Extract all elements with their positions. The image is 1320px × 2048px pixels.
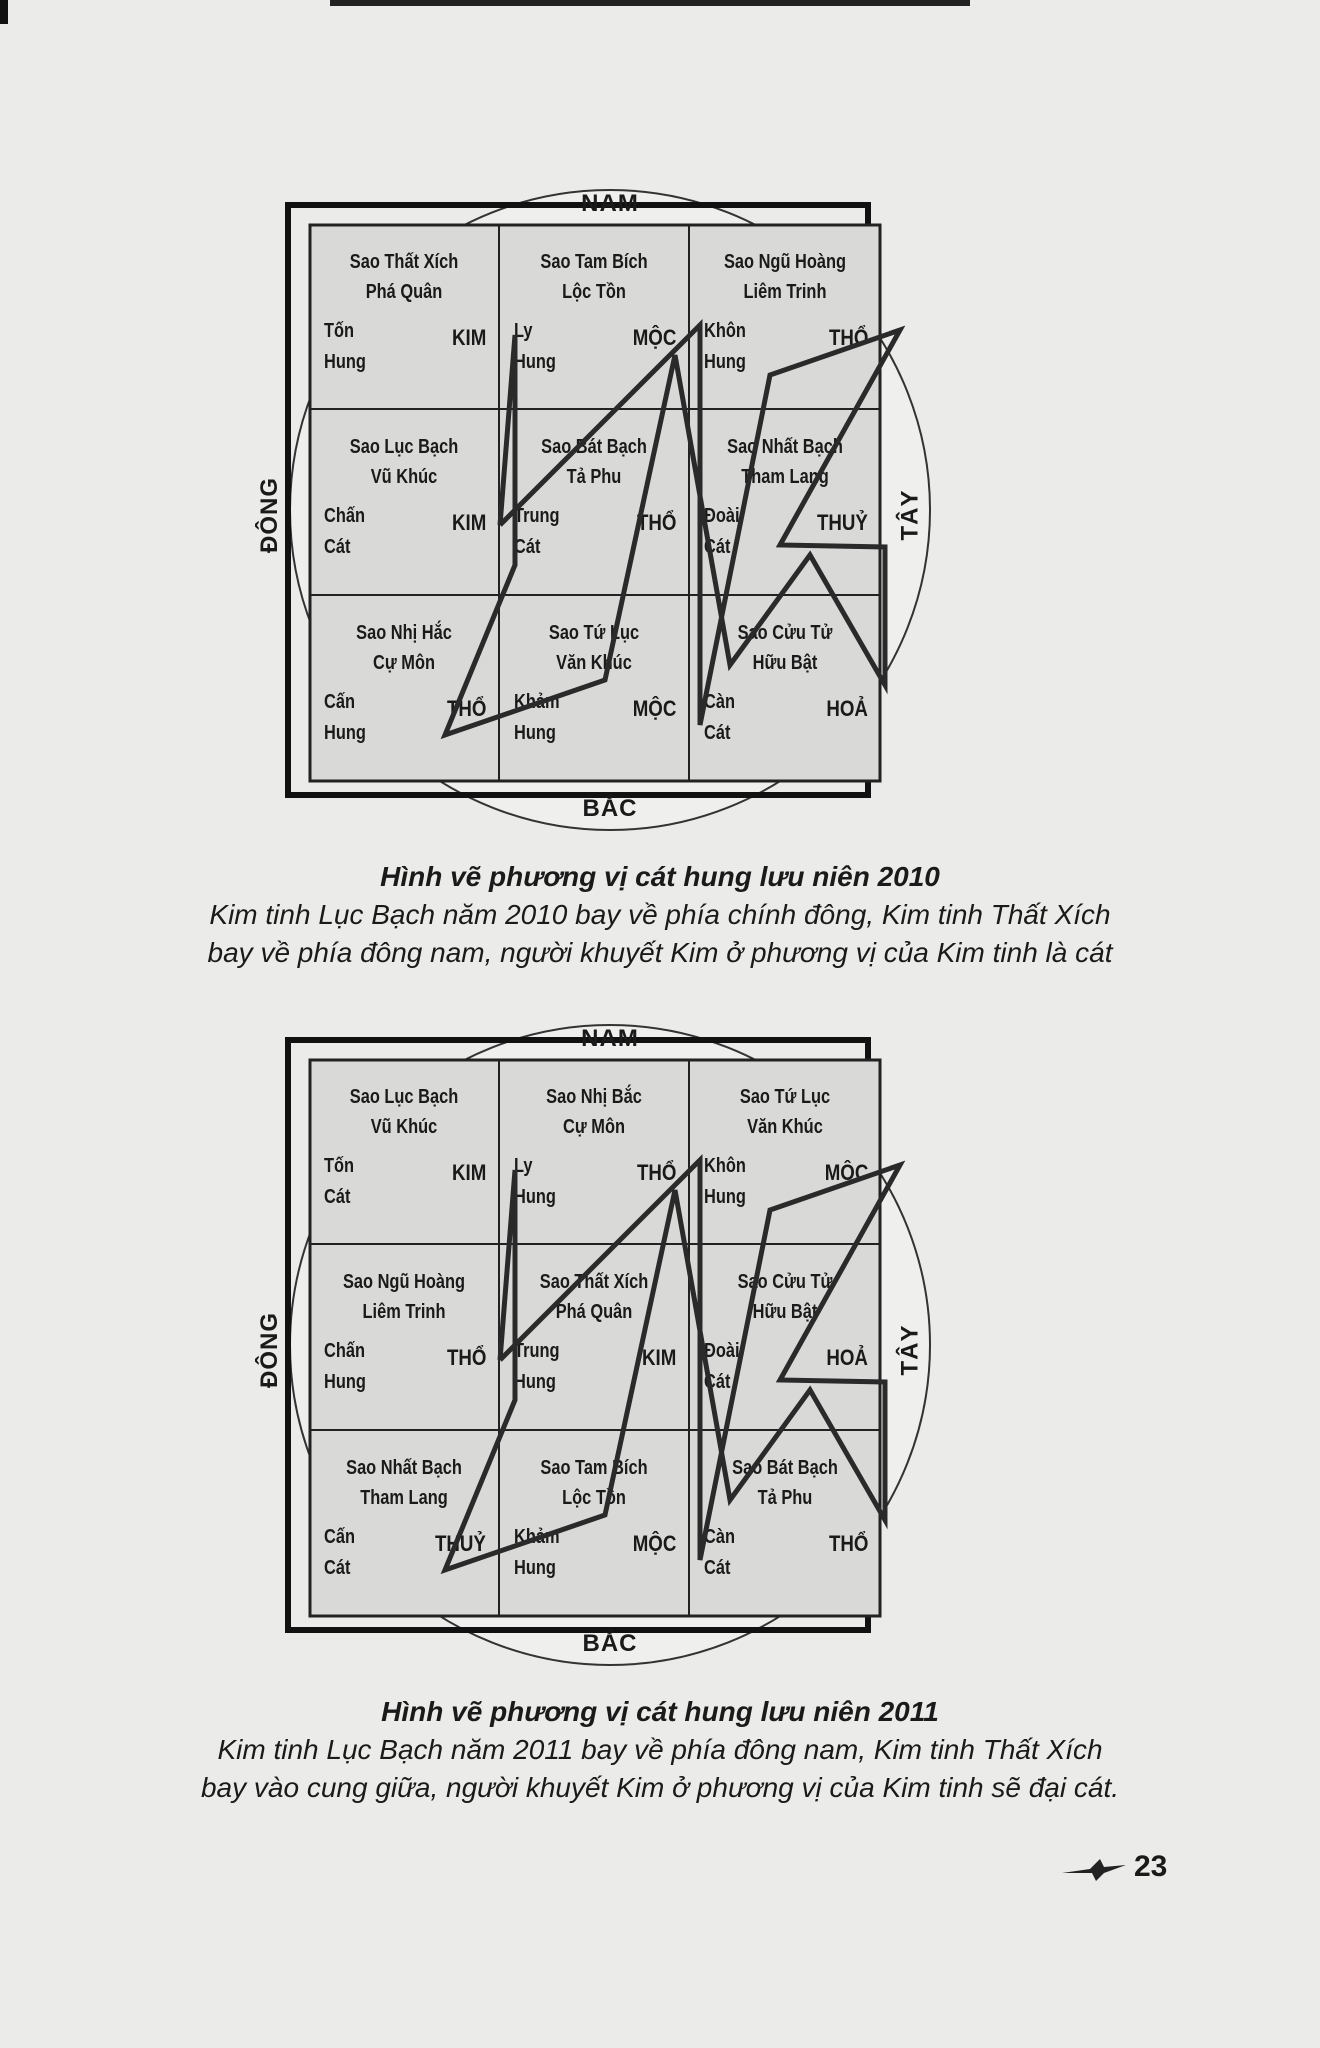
star-name-line: Sao Cửu Tử — [737, 621, 833, 644]
trigram-direction: Tốn — [324, 320, 355, 342]
compass-east-text: ĐÔNG — [256, 1312, 283, 1388]
element-label: THỔ — [828, 325, 868, 350]
compass-west-label — [890, 455, 930, 575]
star-alias-line: Văn Khúc — [747, 1116, 823, 1138]
star-alias-line: Tả Phu — [757, 1486, 813, 1509]
star-name-line: Sao Thất Xích — [539, 1271, 649, 1294]
caption-title: Hình vẽ phương vị cát hung lưu niên 2011 — [381, 1696, 939, 1727]
star-name-line: Sao Nhị Bắc — [546, 1086, 642, 1108]
element-label: THUỶ — [817, 510, 868, 536]
star-alias-line: Vũ Khúc — [370, 1116, 438, 1138]
star-name-line: Sao Nhất Bạch — [727, 436, 843, 459]
star-name-line: Sao Cửu Tử — [737, 1271, 833, 1294]
compass-north-label: BẮC — [582, 795, 638, 822]
star-alias-line: Cự Môn — [563, 1116, 625, 1138]
trigram-direction: Tốn — [324, 1155, 355, 1177]
trigram-direction: Cấn — [324, 690, 355, 713]
star-alias-line: Lộc Tồn — [562, 1486, 626, 1509]
star-alias-line: Phá Quân — [365, 281, 443, 303]
star-alias-line: Liêm Trinh — [743, 281, 827, 303]
star-name-line: Sao Lục Bạch — [349, 436, 459, 459]
luck-label: Hung — [324, 351, 366, 373]
element-label: MỘC — [632, 695, 676, 721]
caption-line: bay vào cung giữa, người khuyết Kim ở phương vị của Kim tinh sẽ đại cát. — [200, 1772, 1120, 1803]
element-label: THỔ — [828, 1530, 868, 1556]
luck-label: Cát — [514, 536, 541, 559]
star-alias-line: Hữu Bật — [752, 1301, 818, 1324]
luck-label: Hung — [514, 351, 556, 373]
star-alias-line: Tả Phu — [566, 466, 622, 489]
star-name-line: Sao Nhất Bạch — [346, 1456, 462, 1479]
luck-label: Cát — [704, 721, 731, 744]
flight-path — [250, 1020, 970, 1670]
element-label: THỔ — [446, 695, 486, 721]
luck-label: Hung — [514, 1371, 556, 1394]
compass-east-text: ĐÔNG — [256, 477, 283, 553]
trigram-direction: Ly — [514, 320, 533, 342]
trigram-direction: Càn — [704, 690, 735, 713]
element-label: KIM — [451, 510, 486, 536]
flight-path-line — [445, 325, 900, 735]
luck-label: Cát — [324, 536, 351, 559]
luck-label: Hung — [324, 1371, 366, 1394]
trigram-direction: Khảm — [514, 690, 560, 713]
star-alias-line: Tham Lang — [741, 466, 829, 489]
luck-diagram-2010 — [250, 185, 970, 835]
star-name-line: Sao Lục Bạch — [349, 1086, 459, 1108]
element-label: KIM — [451, 325, 486, 350]
luck-diagram-2011 — [250, 1020, 970, 1670]
caption-line: bay về phía đông nam, người khuyết Kim ở phương vị của Kim tinh là cát — [207, 937, 1113, 968]
luck-label: Hung — [514, 1186, 556, 1208]
star-name-line: Sao Nhị Hắc — [356, 621, 452, 644]
element-label: THỔ — [636, 510, 676, 536]
compass-west-text: TÂY — [896, 489, 923, 541]
star-alias-line: Phá Quân — [555, 1301, 633, 1324]
compass-west-text: TÂY — [896, 1324, 923, 1376]
element-label: THỔ — [636, 1160, 676, 1185]
element-label: HOẢ — [826, 695, 868, 721]
trigram-direction: Càn — [704, 1525, 735, 1548]
element-label: HOẢ — [826, 1345, 868, 1371]
luck-label: Cát — [324, 1556, 351, 1579]
element-label: MỘC — [824, 1160, 868, 1185]
ornament-icon — [1060, 1851, 1130, 1885]
luck-label: Hung — [514, 721, 556, 744]
caption-2010 — [140, 858, 1180, 972]
compass-east-label — [250, 1290, 290, 1410]
flight-path-line — [445, 1160, 900, 1570]
compass-east-label — [250, 455, 290, 575]
star-name-line: Sao Tam Bích — [540, 251, 648, 273]
luck-label: Hung — [324, 721, 366, 744]
trigram-direction: Chấn — [324, 1340, 365, 1363]
trigram-direction: Khôn — [704, 1155, 746, 1177]
luck-label: Cát — [324, 1186, 351, 1208]
luck-label: Cát — [704, 536, 731, 559]
caption-line: Kim tinh Lục Bạch năm 2010 bay về phía chính đông, Kim tinh Thất Xích — [209, 899, 1111, 930]
star-name-line: Sao Tứ Lục — [739, 1086, 831, 1108]
element-label: KIM — [451, 1160, 486, 1185]
star-alias-line: Liêm Trinh — [362, 1301, 446, 1324]
luck-label: Hung — [704, 351, 746, 373]
star-alias-line: Cự Môn — [373, 651, 435, 674]
luck-label: Cát — [704, 1371, 731, 1394]
star-alias-line: Hữu Bật — [752, 651, 818, 674]
compass-west-label — [890, 1290, 930, 1410]
trigram-direction: Trung — [514, 1340, 560, 1363]
flight-path — [250, 185, 970, 835]
compass-south-label: NAM — [581, 1025, 639, 1052]
star-alias-line: Vũ Khúc — [370, 466, 438, 489]
star-name-line: Sao Bát Bạch — [732, 1456, 838, 1479]
element-label: MỘC — [632, 325, 676, 350]
luck-label: Cát — [704, 1556, 731, 1579]
star-alias-line: Văn Khúc — [556, 651, 632, 674]
star-name-line: Sao Ngũ Hoàng — [342, 1271, 466, 1294]
compass-north-label: BẮC — [582, 1630, 638, 1657]
element-label: KIM — [641, 1345, 676, 1371]
caption-2011 — [140, 1693, 1180, 1807]
luck-label: Hung — [704, 1186, 746, 1208]
star-alias-line: Lộc Tồn — [562, 281, 626, 303]
trigram-direction: Ly — [514, 1155, 533, 1177]
compass-south-label: NAM — [581, 190, 639, 217]
caption-line: Kim tinh Lục Bạch năm 2011 bay về phía đông nam, Kim tinh Thất Xích — [217, 1734, 1103, 1765]
trigram-direction: Khảm — [514, 1525, 560, 1548]
page-number-text: 23 — [1134, 1850, 1168, 1883]
star-name-line: Sao Tam Bích — [540, 1456, 648, 1479]
star-name-line: Sao Tứ Lục — [548, 621, 640, 644]
luck-label: Hung — [514, 1556, 556, 1579]
trigram-direction: Khôn — [704, 320, 746, 342]
page-number — [1060, 1850, 1167, 1885]
element-label: MỘC — [632, 1530, 676, 1556]
star-name-line: Sao Thất Xích — [349, 251, 459, 273]
star-alias-line: Tham Lang — [360, 1486, 448, 1509]
binding-mark — [0, 0, 8, 24]
trigram-direction: Chấn — [324, 505, 365, 528]
caption-title: Hình vẽ phương vị cát hung lưu niên 2010 — [380, 861, 940, 892]
element-label: THUỶ — [435, 1530, 486, 1556]
trigram-direction: Trung — [514, 505, 560, 528]
star-name-line: Sao Bát Bạch — [541, 436, 647, 459]
trigram-direction: Đoài — [704, 505, 740, 528]
star-name-line: Sao Ngũ Hoàng — [723, 251, 847, 273]
element-label: THỔ — [446, 1345, 486, 1371]
trigram-direction: Đoài — [704, 1340, 740, 1363]
top-edge-bar — [330, 0, 970, 6]
trigram-direction: Cấn — [324, 1525, 355, 1548]
